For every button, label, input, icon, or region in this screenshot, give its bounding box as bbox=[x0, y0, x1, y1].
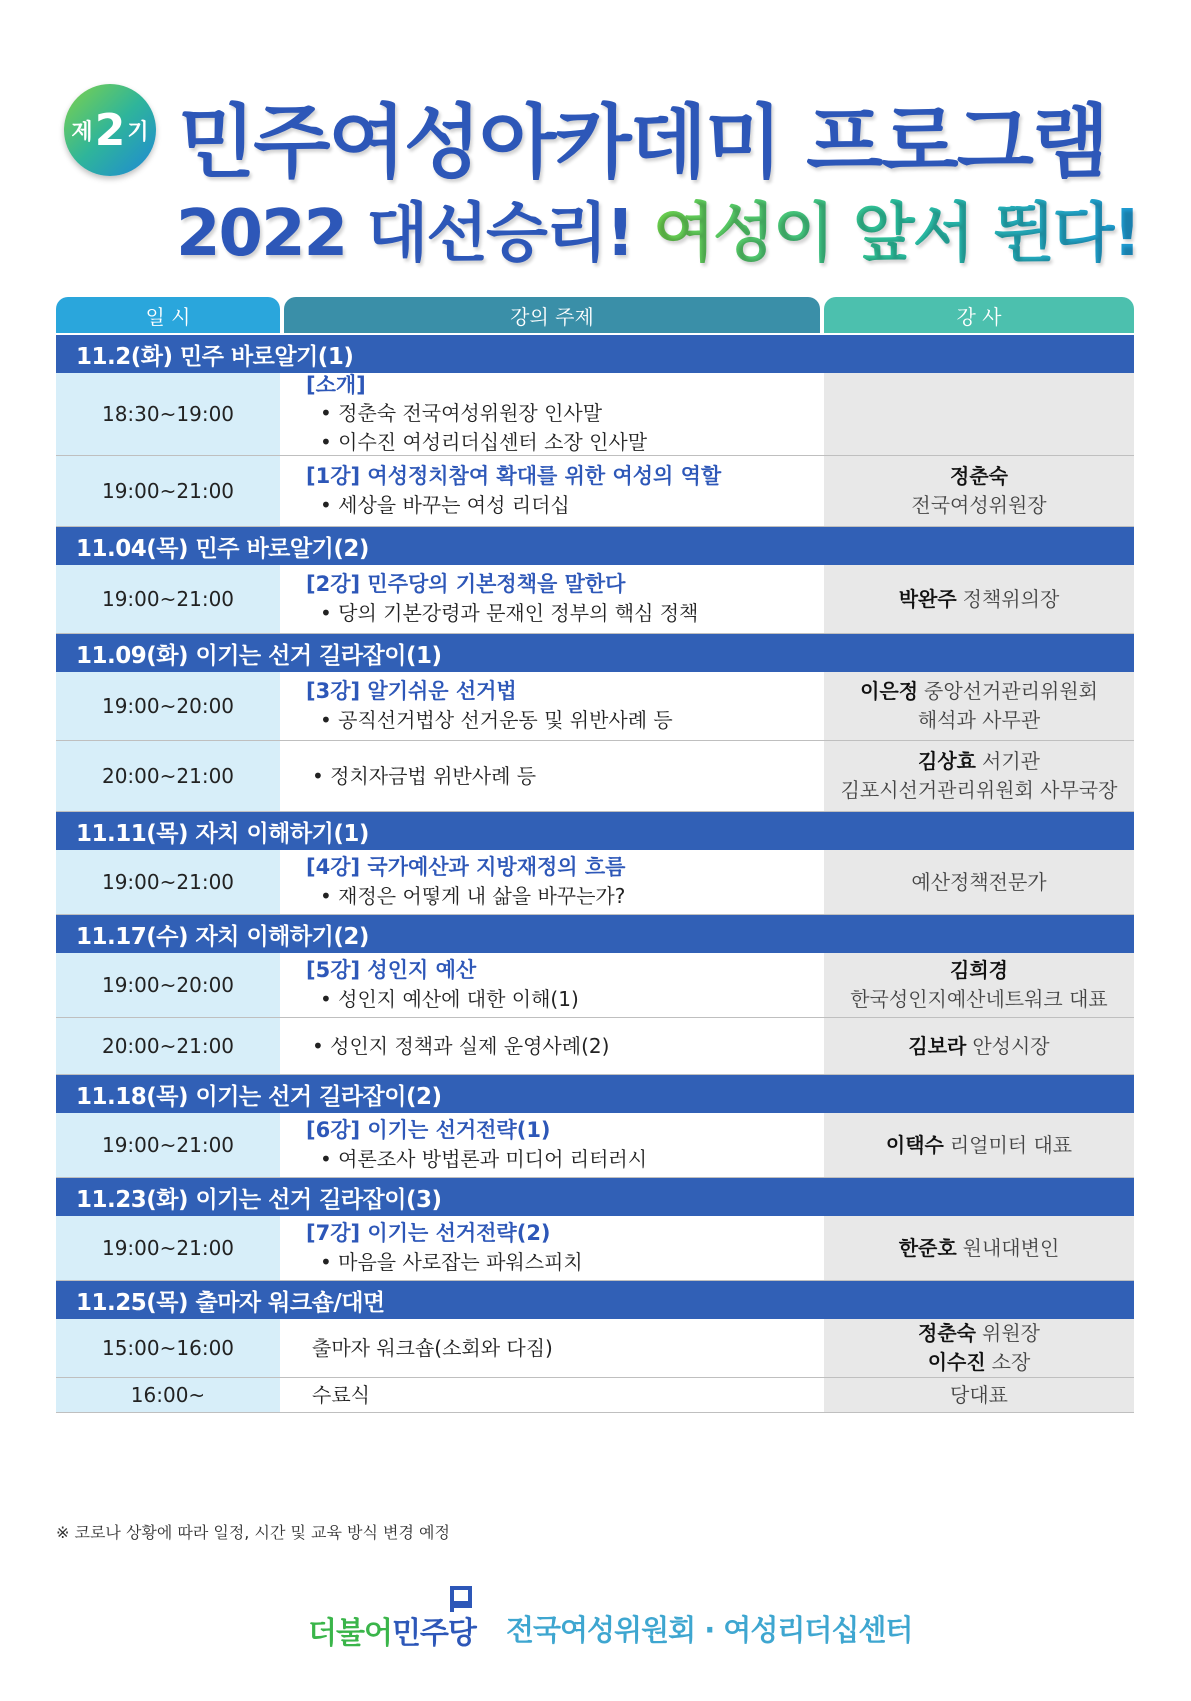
lecturer-line bbox=[899, 585, 1060, 614]
lecturer-name: 김희경 bbox=[950, 958, 1008, 982]
session-time: 19:00~21:00 bbox=[56, 1113, 280, 1177]
session-time: 20:00~21:00 bbox=[56, 1018, 280, 1074]
lecturer-name: 박완주 bbox=[898, 586, 957, 611]
main-title: 민주여성아카데미 프로그램 bbox=[178, 96, 1108, 189]
lecturer-line bbox=[918, 1319, 1040, 1348]
topic-bullet: • 마음을 사로잡는 파워스피치 bbox=[320, 1249, 583, 1274]
session-topic bbox=[284, 1113, 820, 1177]
section-header: 11.2(화) 민주 바로알기(1) bbox=[56, 335, 1134, 373]
lecturer-name: 김상효 bbox=[918, 749, 976, 773]
table-row bbox=[56, 741, 1134, 812]
section-header: 11.17(수) 자치 이해하기(2) bbox=[56, 915, 1134, 953]
lecturer-role: 정책위의장 bbox=[962, 586, 1060, 611]
session-time: 19:00~21:00 bbox=[56, 850, 280, 914]
lecturer-cell bbox=[824, 456, 1134, 526]
session-time: 18:30~19:00 bbox=[56, 373, 280, 455]
lecturer-name: 이수진 bbox=[927, 1350, 986, 1374]
lecturer-line bbox=[950, 956, 1008, 985]
lecturer-name: 이택수 bbox=[885, 1132, 944, 1157]
topic-bullet: 출마자 워크숍(소회와 다짐) bbox=[312, 1335, 553, 1360]
lecturer-cell bbox=[824, 1216, 1134, 1280]
topic-bullet: • 여론조사 방법론과 미디어 리터러시 bbox=[320, 1146, 648, 1171]
session-time: 19:00~20:00 bbox=[56, 953, 280, 1017]
sub-title-part-a: 2022 대선승리! bbox=[176, 197, 633, 271]
lecturer-role: 예산정책전문가 bbox=[911, 869, 1047, 894]
session-topic bbox=[284, 741, 820, 811]
section-header: 11.11(목) 자치 이해하기(1) bbox=[56, 812, 1134, 850]
term-badge bbox=[64, 84, 156, 176]
lecture-title: [4강] 국가예산과 지방재정의 흐름 bbox=[306, 855, 626, 880]
lecturer-line bbox=[950, 1381, 1008, 1410]
lecturer-role: 서기관 bbox=[982, 749, 1040, 773]
topic-bullet: • 공직선거법상 선거운동 및 위반사례 등 bbox=[320, 707, 673, 732]
lecturer-name: 정춘숙 bbox=[950, 464, 1008, 488]
lecture-title: [7강] 이기는 선거전략(2) bbox=[306, 1221, 551, 1246]
session-time: 19:00~21:00 bbox=[56, 456, 280, 526]
organization-name: 전국여성위원회 · 여성리더십센터 bbox=[506, 1613, 913, 1647]
sub-title bbox=[176, 182, 1140, 274]
topic-bullet: • 정춘숙 전국여성위원장 인사말 bbox=[320, 401, 603, 426]
topic-bullet: 수료식 bbox=[312, 1382, 370, 1407]
party-name-a: 더불어 bbox=[308, 1616, 392, 1651]
lecturer-cell bbox=[824, 1319, 1134, 1377]
header-time: 일 시 bbox=[56, 297, 280, 333]
badge-number: 2 bbox=[94, 104, 126, 156]
topic-bullet: • 성인지 정책과 실제 운영사례(2) bbox=[312, 1033, 610, 1058]
lecturer-role: 안성시장 bbox=[972, 1033, 1050, 1058]
lecturer-role: 당대표 bbox=[950, 1382, 1008, 1407]
topic-bullet: • 세상을 바꾸는 여성 리더십 bbox=[320, 492, 570, 517]
lecturer-role: 중앙선거관리위원회 bbox=[924, 679, 1098, 703]
lecturer-affiliation: 김포시선거관리위원회 사무국장 bbox=[840, 778, 1118, 802]
table-body bbox=[56, 335, 1134, 1413]
lecturer-line bbox=[950, 462, 1008, 491]
badge-suffix: 기 bbox=[127, 119, 149, 145]
session-topic bbox=[284, 456, 820, 526]
footnote: ※ 코로나 상황에 따라 일정, 시간 및 교육 방식 변경 예정 bbox=[56, 1523, 450, 1542]
table-row bbox=[56, 373, 1134, 456]
lecturer-cell bbox=[824, 850, 1134, 914]
session-topic bbox=[284, 1378, 820, 1412]
section-header: 11.18(목) 이기는 선거 길라잡이(2) bbox=[56, 1075, 1134, 1113]
topic-bullet: • 정치자금법 위반사례 등 bbox=[312, 763, 537, 788]
lecturer-line bbox=[911, 868, 1046, 897]
table-row bbox=[56, 1216, 1134, 1281]
session-time: 19:00~20:00 bbox=[56, 672, 280, 740]
session-time: 19:00~21:00 bbox=[56, 565, 280, 633]
lecturer-affiliation: 전국여성위원장 bbox=[911, 493, 1047, 517]
lecture-title: [소개] bbox=[306, 372, 366, 397]
lecturer-line bbox=[899, 1234, 1060, 1263]
lecturer-line bbox=[860, 677, 1098, 706]
session-topic bbox=[284, 953, 820, 1017]
session-topic bbox=[284, 1216, 820, 1280]
lecture-title: [1강] 여성정치참여 확대를 위한 여성의 역할 bbox=[306, 464, 722, 489]
table-row bbox=[56, 1319, 1134, 1378]
lecturer-role: 소장 bbox=[991, 1350, 1031, 1374]
session-topic bbox=[284, 850, 820, 914]
session-time: 19:00~21:00 bbox=[56, 1216, 280, 1280]
topic-bullet: • 성인지 예산에 대한 이해(1) bbox=[320, 986, 579, 1011]
lecturer-line bbox=[928, 1348, 1031, 1377]
table-row bbox=[56, 953, 1134, 1018]
session-topic bbox=[284, 1319, 820, 1377]
topic-bullet: • 재정은 어떻게 내 삶을 바꾸는가? bbox=[320, 883, 626, 908]
lecturer-cell bbox=[824, 953, 1134, 1017]
lecturer-name: 김보라 bbox=[908, 1033, 967, 1058]
poster-header bbox=[0, 0, 1191, 280]
lecturer-cell bbox=[824, 741, 1134, 811]
session-topic bbox=[284, 565, 820, 633]
topic-bullet: • 당의 기본강령과 문재인 정부의 핵심 정책 bbox=[320, 600, 699, 625]
table-row bbox=[56, 456, 1134, 527]
table-row bbox=[56, 565, 1134, 634]
lecture-title: [5강] 성인지 예산 bbox=[306, 958, 477, 983]
lecturer-line bbox=[908, 1032, 1049, 1061]
section-header: 11.25(목) 출마자 워크숍/대면 bbox=[56, 1281, 1134, 1319]
lecture-title: [6강] 이기는 선거전략(1) bbox=[306, 1118, 551, 1143]
table-row bbox=[56, 1378, 1134, 1413]
topic-bullet: • 이수진 여성리더십센터 소장 인사말 bbox=[320, 430, 648, 455]
lecturer-role: 리얼미터 대표 bbox=[949, 1132, 1073, 1157]
lecturer-line bbox=[886, 1131, 1072, 1160]
table-row bbox=[56, 672, 1134, 741]
table-row bbox=[56, 1018, 1134, 1075]
lecturer-role: 원내대변인 bbox=[962, 1235, 1060, 1260]
session-time: 20:00~21:00 bbox=[56, 741, 280, 811]
sub-title-part-b: 여성이 앞서 뛴다! bbox=[653, 197, 1140, 271]
table-row bbox=[56, 1113, 1134, 1178]
session-topic bbox=[284, 1018, 820, 1074]
section-header: 11.09(화) 이기는 선거 길라잡이(1) bbox=[56, 634, 1134, 672]
lecture-title: [3강] 알기쉬운 선거법 bbox=[306, 679, 517, 704]
section-header: 11.23(화) 이기는 선거 길라잡이(3) bbox=[56, 1178, 1134, 1216]
schedule-table bbox=[56, 297, 1134, 1413]
table-header bbox=[56, 297, 1134, 333]
lecturer-affiliation: 해석과 사무관 bbox=[917, 708, 1041, 732]
session-topic bbox=[284, 672, 820, 740]
lecturer-cell bbox=[824, 1018, 1134, 1074]
table-row bbox=[56, 850, 1134, 915]
header-topic: 강의 주제 bbox=[284, 297, 820, 333]
party-logo-text bbox=[308, 1608, 476, 1652]
session-time: 15:00~16:00 bbox=[56, 1319, 280, 1377]
lecturer-cell bbox=[824, 565, 1134, 633]
lecturer-line bbox=[918, 747, 1040, 776]
session-time: 16:00~ bbox=[56, 1378, 280, 1412]
lecturer-affiliation: 한국성인지예산네트워크 대표 bbox=[850, 987, 1108, 1011]
party-name-b: 민주당 bbox=[391, 1616, 476, 1651]
lecturer-cell bbox=[824, 1378, 1134, 1412]
lecture-title: [2강] 민주당의 기본정책을 말한다 bbox=[306, 572, 626, 597]
lecturer-name: 정춘숙 bbox=[918, 1321, 976, 1345]
lecturer-cell bbox=[824, 672, 1134, 740]
header-lecturer: 강 사 bbox=[824, 297, 1134, 333]
badge-prefix: 제 bbox=[71, 119, 93, 145]
lecturer-role: 위원장 bbox=[982, 1321, 1040, 1345]
section-header: 11.04(목) 민주 바로알기(2) bbox=[56, 527, 1134, 565]
lecturer-name: 이은정 bbox=[860, 679, 919, 703]
lecturer-cell bbox=[824, 1113, 1134, 1177]
lecturer-cell bbox=[824, 373, 1134, 455]
lecturer-name: 한준호 bbox=[898, 1235, 957, 1260]
session-topic bbox=[284, 373, 820, 455]
